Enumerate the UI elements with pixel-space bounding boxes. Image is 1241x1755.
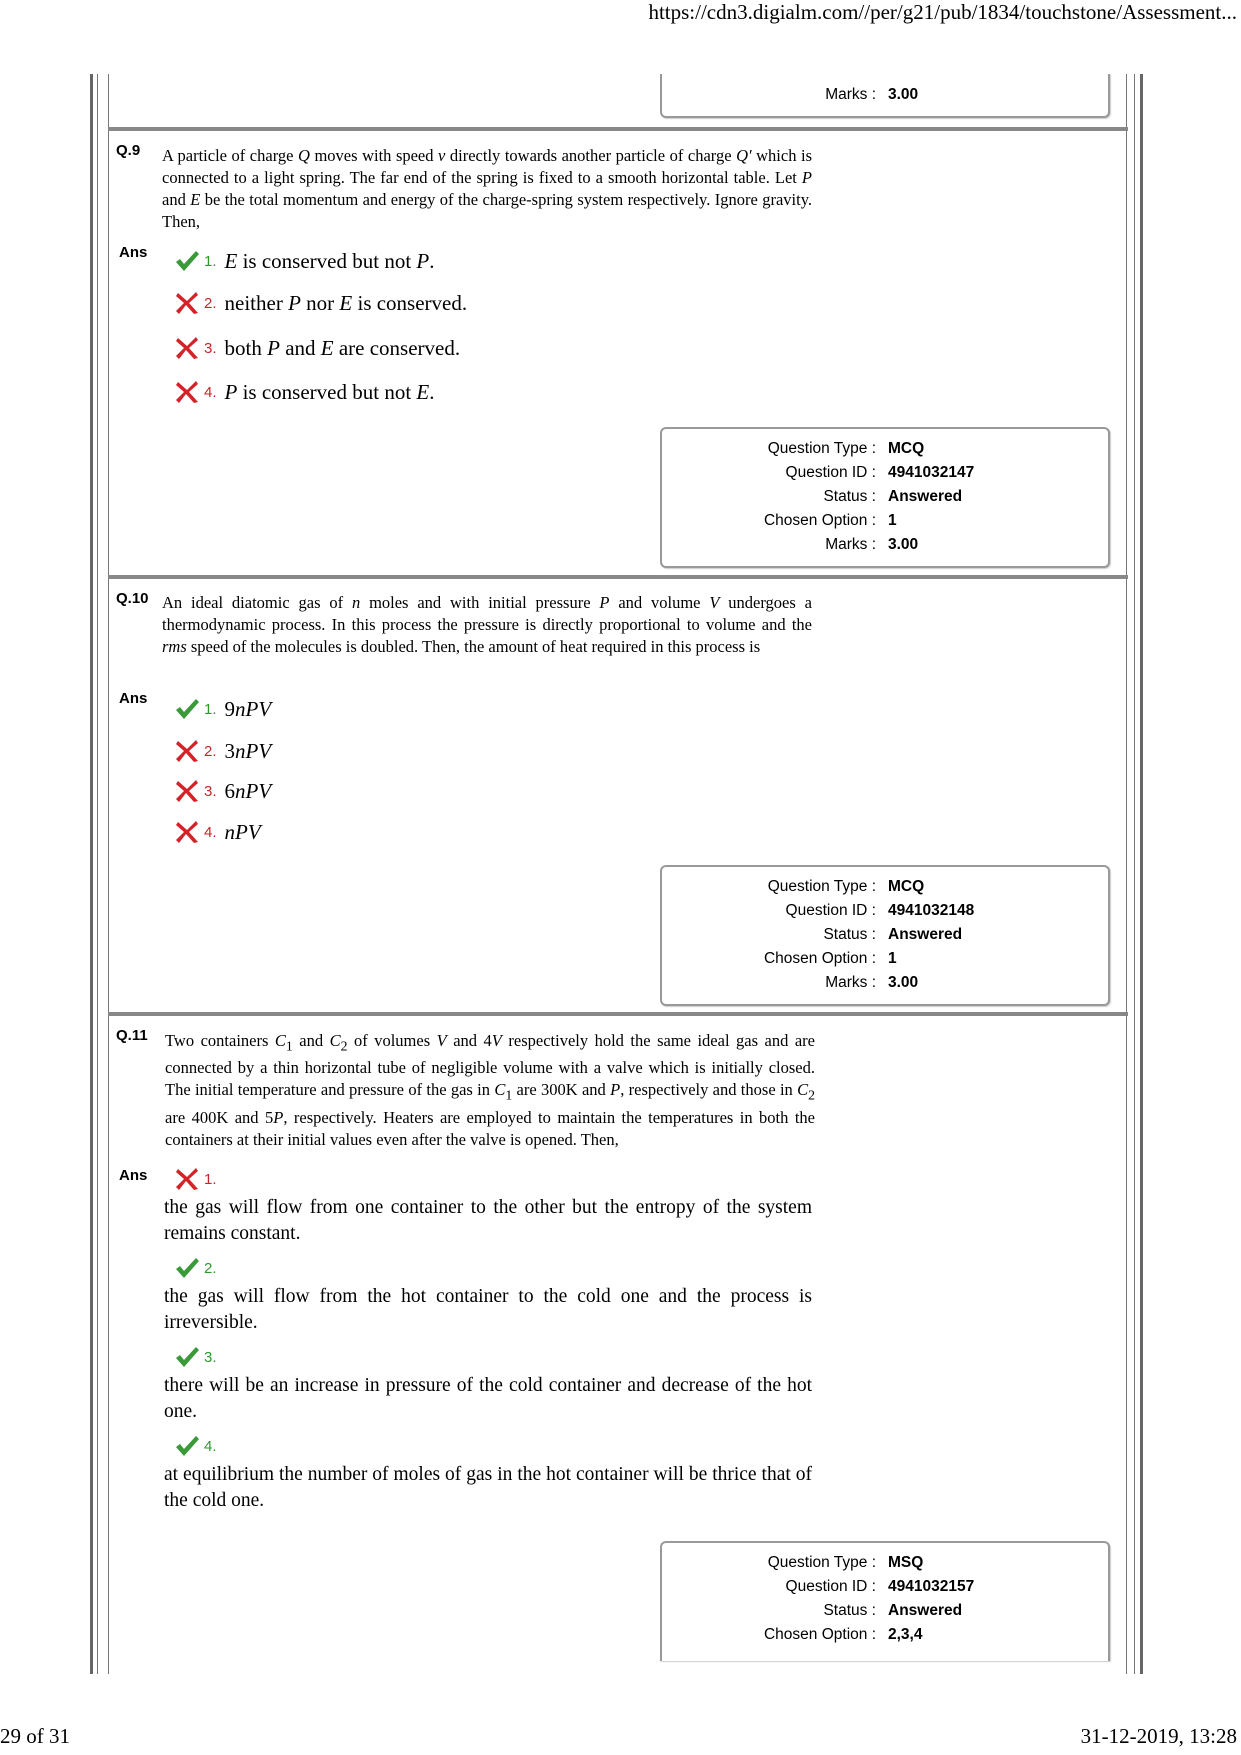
marks: 3.00 (888, 974, 919, 991)
option-q11-1-text: the gas will flow from one container to the other but the entropy of the system remains constant. (164, 1197, 812, 1244)
page-count: 29 of 31 (0, 1724, 70, 1748)
question-number: Q.9 (116, 142, 141, 159)
ans-label: Ans (119, 244, 148, 261)
option-q10-4: 4. nPV (174, 816, 261, 848)
q11-info-box: Question Type : MSQ Question ID : 4941032157 Status : Answered Chosen Option : 2,3,4 (660, 1541, 1110, 1661)
ans-label: Ans (119, 690, 148, 707)
option-q11-3-marker: 3. (174, 1341, 225, 1373)
check-icon (174, 1344, 200, 1370)
frame-right-content (1126, 74, 1127, 1674)
question-type: MSQ (888, 1554, 924, 1571)
q10-info-box: Question Type : MCQ Question ID : 4941032148 Status : Answered Chosen Option : 1 Marks : 3.00 (660, 865, 1110, 1006)
option-q9-4: 4. P is conserved but not E. (174, 376, 434, 408)
chosen-option: 1 (888, 950, 897, 967)
check-icon (174, 696, 200, 722)
cross-icon (174, 1166, 200, 1192)
prev-info-box: Marks : 3.00 (660, 74, 1110, 118)
cross-icon (174, 778, 200, 804)
question-text-q9: A particle of charge Q moves with speed v directly towards another particle of charge Q′ which is connected to a light spring. The far end of the spring is fixed to a smooth horizontal table. Let P and E be the total momentum and energy of the charge-spring system respectively. Ignore gravity. Then, (162, 146, 812, 231)
option-q11-2-text: the gas will flow from the hot container to the cold one and the process is irreversible. (164, 1286, 812, 1333)
option-q10-3: 3. 6nPV (174, 775, 271, 807)
option-q9-3: 3. both P and E are conserved. (174, 332, 460, 364)
option-q11-3-text: there will be an increase in pressure of the cold container and decrease of the hot one. (164, 1375, 812, 1422)
q9-info-box: Question Type : MCQ Question ID : 4941032147 Status : Answered Chosen Option : 1 Marks : 3.00 (660, 427, 1110, 568)
option-q10-2: 2. 3nPV (174, 735, 271, 767)
frame-left-inner (97, 74, 98, 1674)
question-id: 4941032148 (888, 902, 975, 919)
question-separator (108, 1012, 1128, 1016)
check-icon (174, 248, 200, 274)
page-url: https://cdn3.digialm.com//per/g21/pub/1834/touchstone/Assessment... (648, 0, 1237, 24)
question-id: 4941032147 (888, 464, 975, 481)
question-type: MCQ (888, 878, 925, 895)
ans-label: Ans (119, 1167, 148, 1184)
question-separator (108, 575, 1128, 579)
question-text-q10: An ideal diatomic gas of n moles and with initial pressure P and volume V undergoes a thermodynamic process. In this process the pressure is directly proportional to volume and the rms speed of the molecules is doubled. Then, the amount of heat required in this process is (162, 593, 812, 656)
option-q9-1: 1. E is conserved but not P. (174, 245, 434, 277)
question-separator (108, 127, 1128, 131)
status: Answered (888, 1602, 963, 1619)
marks: 3.00 (888, 536, 919, 553)
check-icon (174, 1433, 200, 1459)
frame-right-inner (1134, 74, 1135, 1674)
status: Answered (888, 926, 963, 943)
question-id: 4941032157 (888, 1578, 975, 1595)
cross-icon (174, 379, 200, 405)
option-q11-1-marker: 1. (174, 1163, 225, 1195)
cross-icon (174, 819, 200, 845)
question-text-q11: Two containers $C_1$ and $C_2$ of volumes V and 4V respectively hold the same ideal gas and are connected by a thin horizontal tube of negligible volume with a valve which is initially closed. The initial temperature and pressure of the gas in $C_1$ are 300K and P, respectively and those in $C_2$ are 400K and 5P, respectively. Heaters are employed to maintain the temperatures in both the containers at their initial values even after the valve is opened. Then, (165, 1031, 815, 1149)
chosen-option: 2,3,4 (888, 1626, 923, 1643)
question-number: Q.10 (116, 590, 149, 607)
prev-marks: 3.00 (888, 86, 919, 103)
cross-icon (174, 738, 200, 764)
option-q11-4-text: at equilibrium the number of moles of gas in the hot container will be thrice that of the cold one. (164, 1464, 812, 1511)
check-icon (174, 1255, 200, 1281)
print-datetime: 31-12-2019, 13:28 (1080, 1724, 1237, 1748)
frame-left-outer (90, 74, 93, 1674)
option-q9-2: 2. neither P nor E is conserved. (174, 287, 467, 319)
option-q11-4-marker: 4. (174, 1430, 225, 1462)
frame-right-outer (1140, 74, 1143, 1674)
chosen-option: 1 (888, 512, 897, 529)
frame-left-content (108, 74, 109, 1674)
cross-icon (174, 290, 200, 316)
question-number: Q.11 (116, 1027, 148, 1044)
question-type: MCQ (888, 440, 925, 457)
status: Answered (888, 488, 963, 505)
option-q10-1: 1. 9nPV (174, 693, 271, 725)
option-q11-2-marker: 2. (174, 1252, 225, 1284)
cross-icon (174, 335, 200, 361)
